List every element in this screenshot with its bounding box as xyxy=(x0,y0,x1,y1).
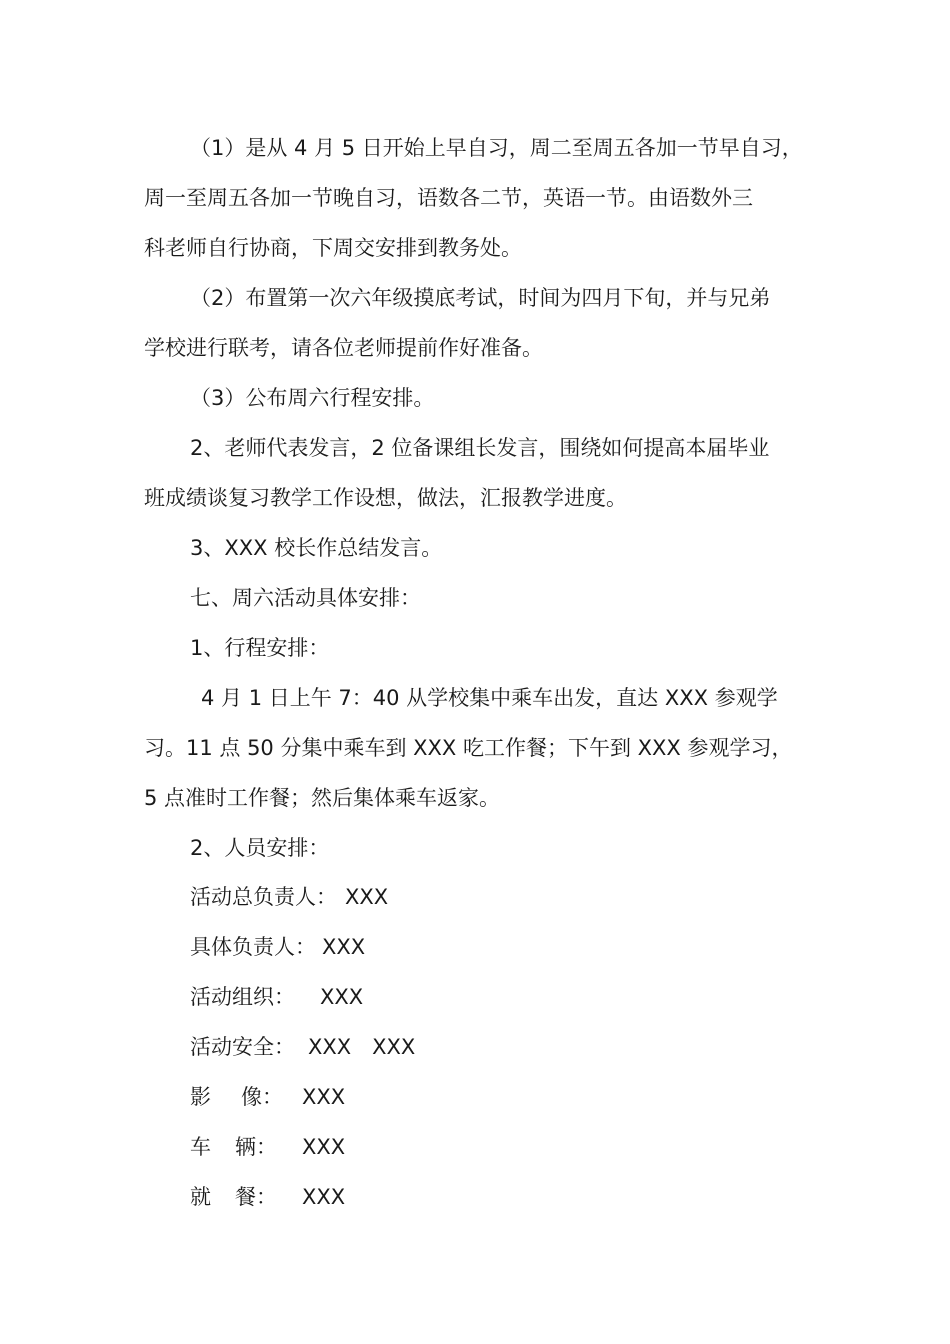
paragraph-line: 周一至周五各加一节晚自习，语数各二节，英语一节。由语数外三 xyxy=(144,186,753,210)
subsection-heading: 1、行程安排： xyxy=(190,636,330,660)
paragraph-line: 4 月 1 日上午 7：40 从学校集中乘车出发，直达 XXX 参观学 xyxy=(201,686,778,710)
staff-label: 具体负责人： xyxy=(190,935,316,959)
paragraph-line: 习。11 点 50 分集中乘车到 XXX 吃工作餐；下午到 XXX 参观学习， xyxy=(144,736,793,760)
staff-value: XXX XXX xyxy=(308,1035,416,1059)
staff-value: XXX xyxy=(320,985,364,1009)
staff-label: 影 像： xyxy=(190,1085,283,1109)
subsection-heading: 2、人员安排： xyxy=(190,836,330,860)
paragraph-line: 班成绩谈复习教学工作设想，做法，汇报教学进度。 xyxy=(144,486,627,510)
paragraph-line: （2）布置第一次六年级摸底考试，时间为四月下旬，并与兄弟 xyxy=(190,286,771,310)
paragraph-line: 5 点准时工作餐；然后集体乘车返家。 xyxy=(144,786,501,810)
staff-label: 就 餐： xyxy=(190,1185,277,1209)
paragraph-line: 2、老师代表发言，2 位备课组长发言，围绕如何提高本届毕业 xyxy=(190,436,770,460)
paragraph-line: 科老师自行协商，下周交安排到教务处。 xyxy=(144,236,522,260)
section-heading: 七、周六活动具体安排： xyxy=(190,586,421,610)
staff-value: XXX xyxy=(322,935,366,959)
staff-label: 活动总负责人： xyxy=(190,885,337,909)
paragraph-line: （3）公布周六行程安排。 xyxy=(190,386,435,410)
staff-label: 活动安全： xyxy=(190,1035,295,1059)
staff-value: XXX xyxy=(345,885,389,909)
paragraph-line: 3、XXX 校长作总结发言。 xyxy=(190,536,443,560)
staff-label: 车 辆： xyxy=(190,1135,277,1159)
paragraph-line: （1）是从 4 月 5 日开始上早自习，周二至周五各加一节早自习， xyxy=(190,136,803,160)
staff-value: XXX xyxy=(302,1135,346,1159)
paragraph-line: 学校进行联考，请各位老师提前作好准备。 xyxy=(144,336,543,360)
staff-value: XXX xyxy=(302,1185,346,1209)
staff-label: 活动组织： xyxy=(190,985,295,1009)
staff-value: XXX xyxy=(302,1085,346,1109)
